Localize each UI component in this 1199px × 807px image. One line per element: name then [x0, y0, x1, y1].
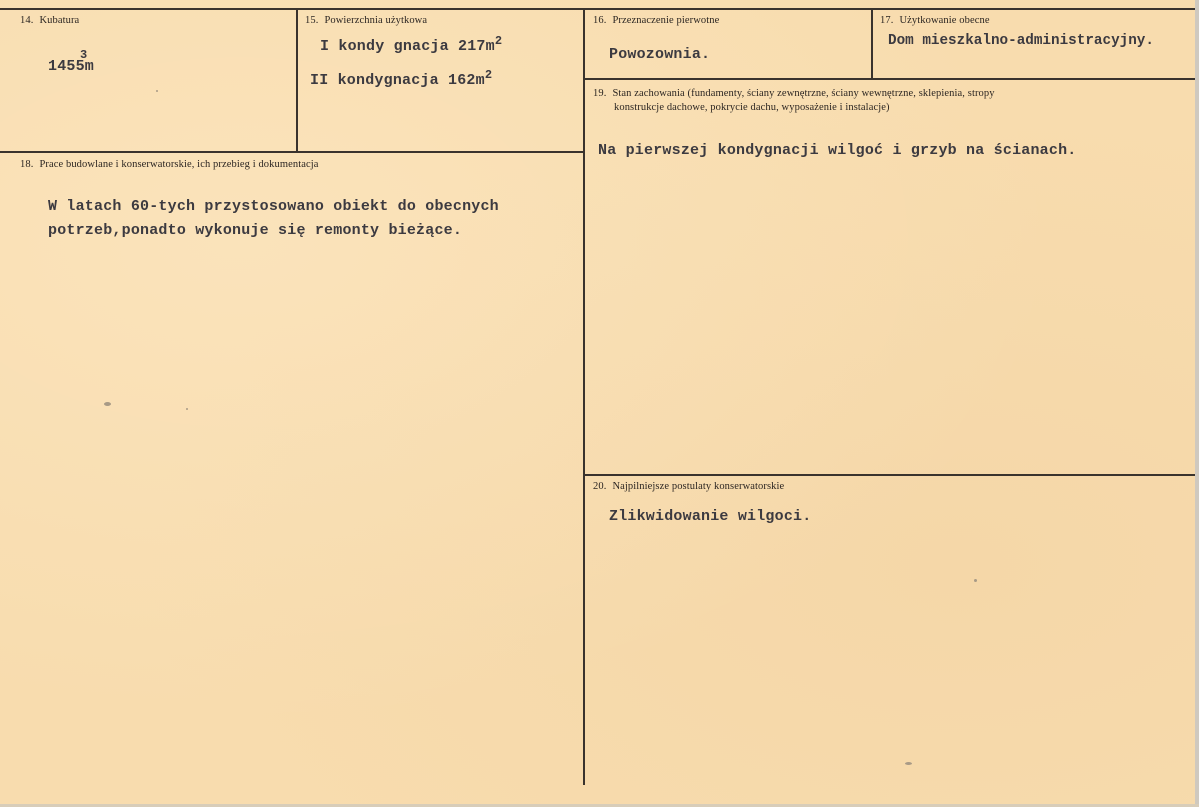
field14-value: $1455m^3$ — [48, 48, 95, 75]
field18-line2: potrzeb,ponadto wykonuje się remonty bieżące. — [48, 222, 463, 239]
paper-speck — [186, 408, 188, 410]
top-rule — [0, 8, 1199, 10]
paper-speck — [905, 762, 912, 765]
rule-above-field20 — [583, 474, 1199, 476]
field14-label: 14. Kubatura — [20, 15, 80, 26]
field20-label: 20. Najpilniejsze postulaty konserwatorskie — [593, 481, 785, 492]
rule-below-row1-left — [0, 151, 583, 153]
divider-14-15 — [296, 8, 298, 153]
field19-value: Na pierwszej kondygnacji wilgoć i grzyb na ścianach. — [598, 142, 1077, 159]
paper-speck — [156, 90, 158, 92]
field15-label: 15. Powierzchnia użytkowa — [305, 15, 428, 26]
divider-16-17 — [871, 8, 873, 79]
field18-label: 18. Prace budowlane i konserwatorskie, ich przebieg i dokumentacja — [20, 159, 319, 170]
field16-label: 16. Przeznaczenie pierwotne — [593, 15, 720, 26]
field19-label-cont: konstrukcje dachowe, pokrycie dachu, wyposażenie i instalacje) — [614, 102, 890, 113]
paper-speck — [974, 579, 977, 582]
scan-edge-right — [1195, 0, 1199, 807]
field20-value: Zlikwidowanie wilgoci. — [609, 508, 812, 525]
field15-line1: I kondy gnacja $217m^2$ — [320, 34, 503, 55]
field17-label: 17. Użytkowanie obecne — [880, 15, 990, 26]
field15-line2: II kondygnacja $162m^2$ — [310, 68, 493, 89]
center-divider — [583, 8, 585, 785]
paper-speck — [104, 402, 111, 406]
field17-value: Dom mieszkalno-administracyjny. — [888, 33, 1154, 49]
field16-value: Powozownia. — [609, 46, 711, 63]
field18-line1: W latach 60-tych przystosowano obiekt do obecnych — [48, 198, 499, 215]
field19-label: 19. Stan zachowania (fundamenty, ściany zewnętrzne, ściany wewnętrzne, sklepienia, stropy — [593, 88, 995, 99]
rule-below-row1-right — [583, 78, 1199, 80]
